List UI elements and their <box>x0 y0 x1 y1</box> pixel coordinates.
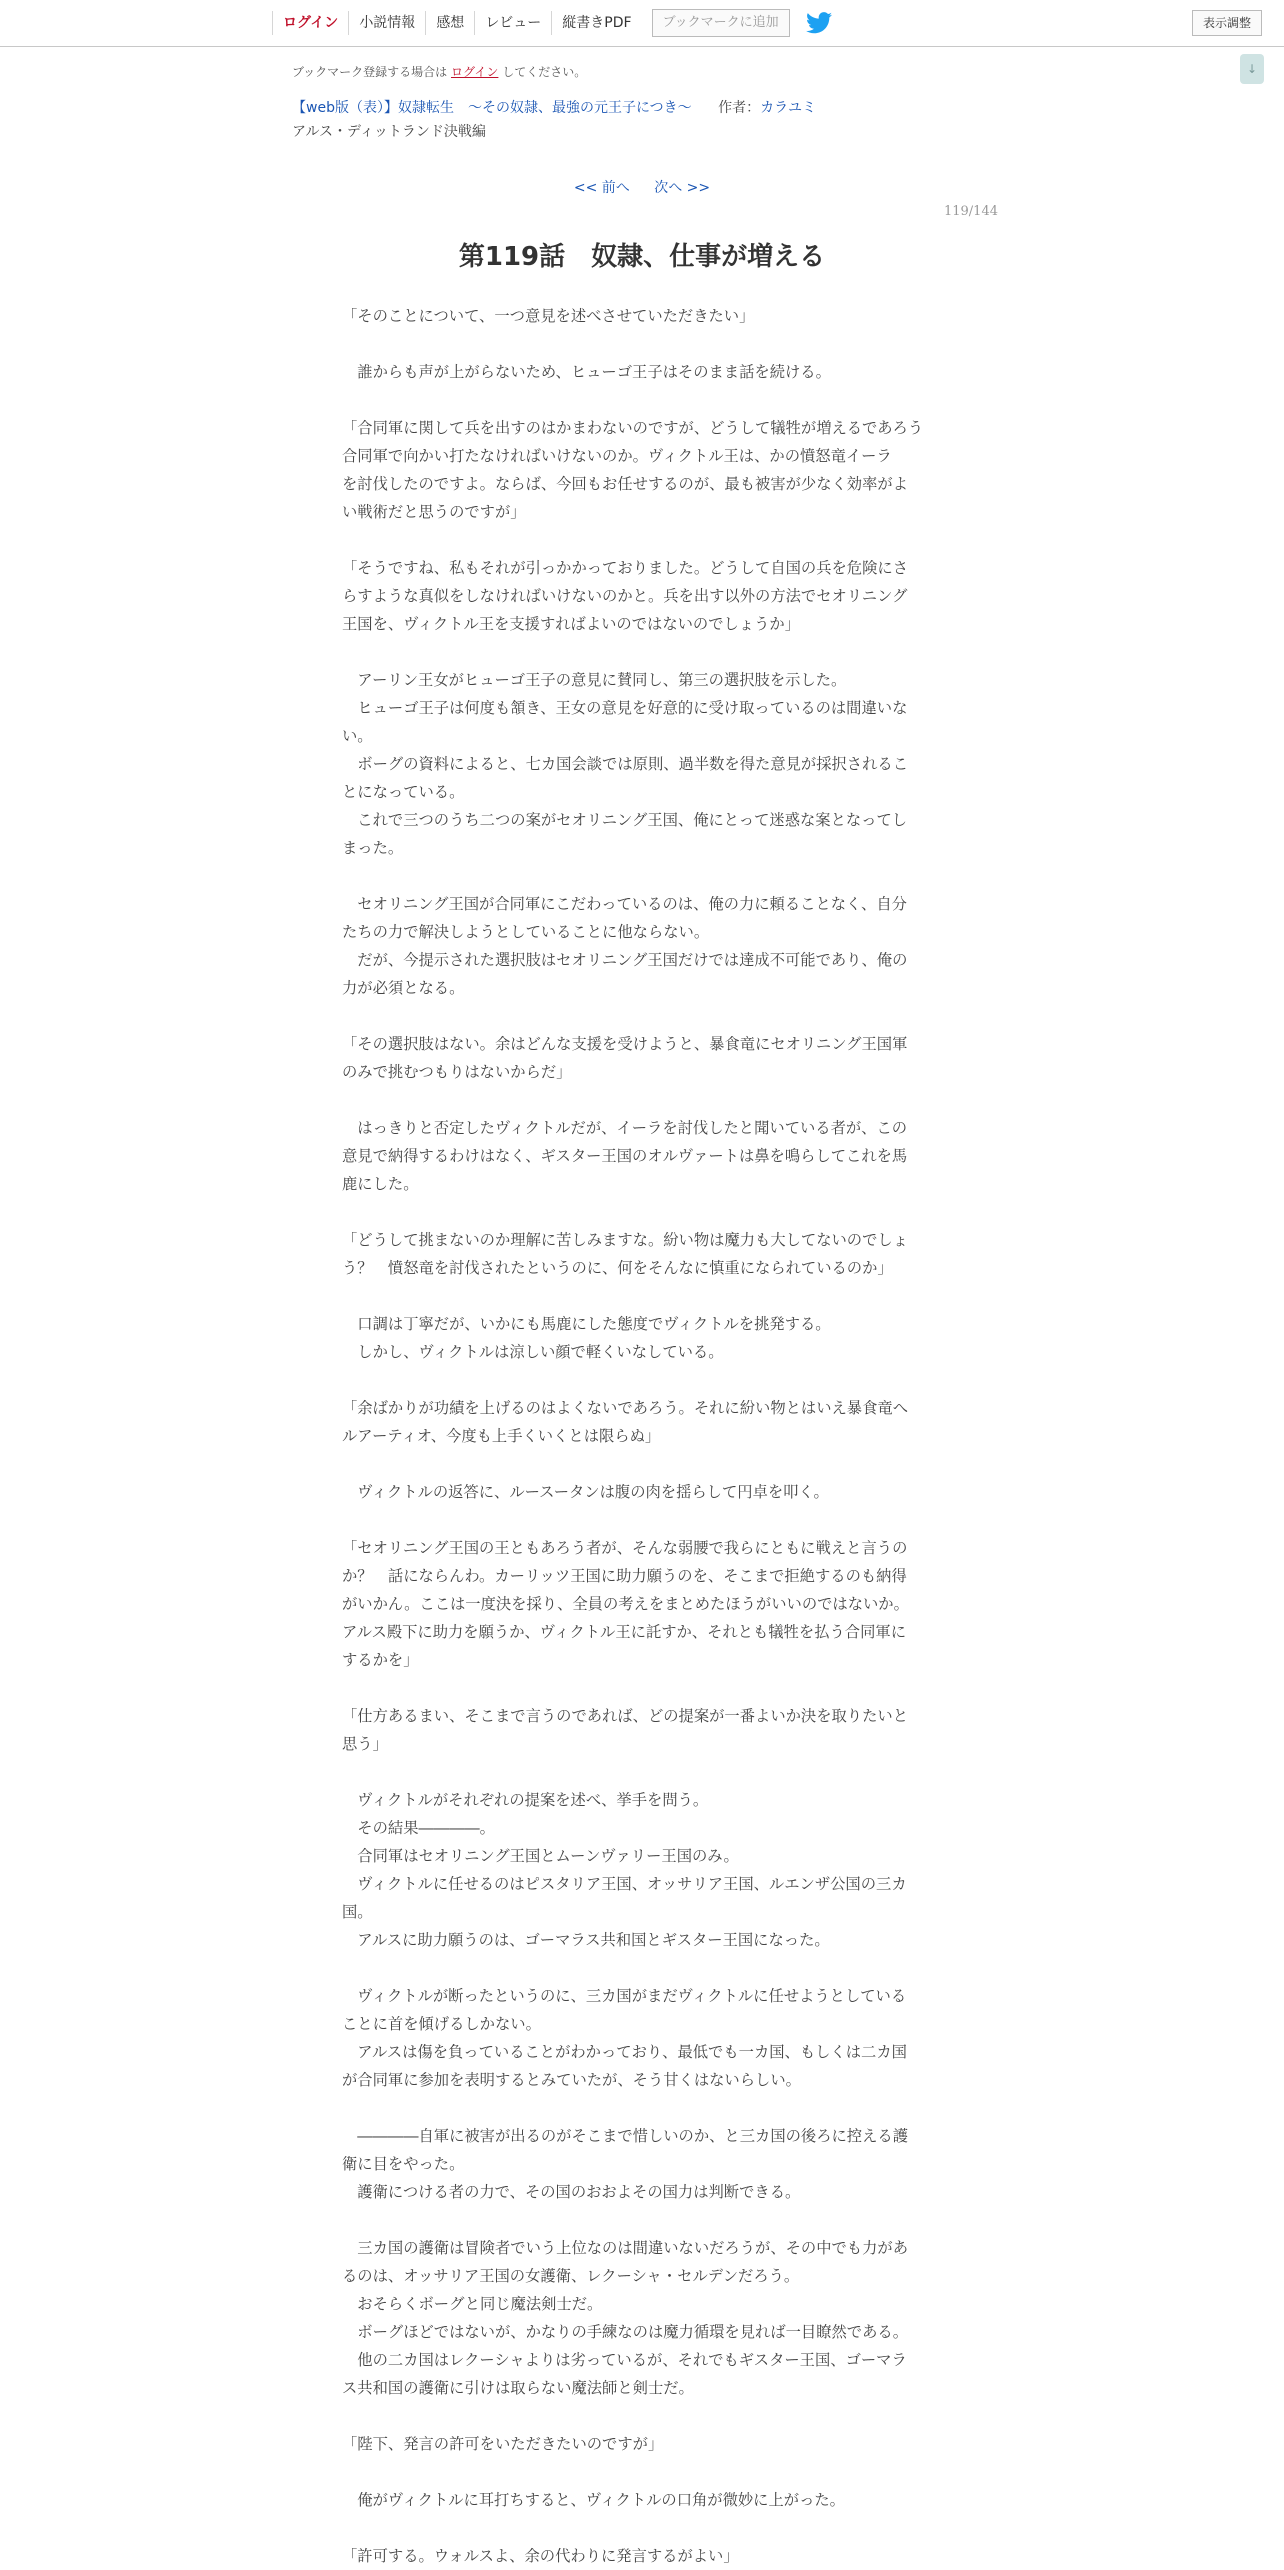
novel-line: のみで挑むつもりはないからだ」 <box>342 1063 572 1081</box>
novel-line: 合同軍はセオリニング王国とムーンヴァリー王国のみ。 <box>342 1847 739 1865</box>
novel-line: とになっている。 <box>342 783 465 801</box>
nav-novel-info[interactable]: 小説情報 <box>348 11 425 35</box>
novel-line: ヴィクトルの返答に、ルースータンは腹の肉を揺らして円卓を叩く。 <box>342 1483 829 1501</box>
novel-line: 「合同軍に関して兵を出すのはかまわないのですが、どうして犠牲が増えるであろう <box>342 419 924 437</box>
novel-line: 「セオリニング王国の王ともあろう者が、そんな弱腰で我らにともに戦えと言うの <box>342 1539 908 1557</box>
novel-line: しかし、ヴィクトルは涼しい顔で軽くいなしている。 <box>342 1343 724 1361</box>
novel-line: がいかん。ここは一度決を採り、全員の考えをまとめたほうがいいのではないか。 <box>342 1595 909 1613</box>
chapter-title: 第119話 奴隷、仕事が増える <box>458 242 826 272</box>
novel-line <box>342 1002 936 1030</box>
novel-line: 口調は丁寧だが、いかにも馬鹿にした態度でヴィクトルを挑発する。 <box>342 1315 831 1333</box>
main-nav <box>272 0 832 46</box>
novel-line <box>342 1954 936 1982</box>
novel-line: 鹿にした。 <box>342 1175 419 1193</box>
novel-line: ボーグの資料によると、七カ国会談では原則、過半数を得た意見が採択されるこ <box>342 755 908 773</box>
novel-line: まった。 <box>342 839 404 857</box>
novel-line: だが、今提示された選択肢はセオリニング王国だけでは達成不可能であり、俺の <box>342 951 908 969</box>
novel-line <box>342 638 936 666</box>
novel-line: 護衛につける者の力で、その国のおおよその国力は判断できる。 <box>342 2183 801 2201</box>
novel-line: 国。 <box>342 1903 373 1921</box>
novel-line: 俺がヴィクトルに耳打ちすると、ヴィクトルの口角が微妙に上がった。 <box>342 2491 845 2509</box>
novel-line: その結果――――。 <box>342 1819 495 1837</box>
novel-line: い。 <box>342 727 373 745</box>
novel-line <box>342 1086 936 1114</box>
bookmark-login-notice <box>292 63 586 80</box>
novel-line: するかを」 <box>342 1651 419 1669</box>
novel-line: 力が必須となる。 <box>342 979 465 997</box>
twitter-bird-icon[interactable] <box>806 12 832 34</box>
notice-suffix: してください。 <box>502 65 587 79</box>
novel-line: 「陛下、発言の許可をいただきたいのですが」 <box>342 2435 664 2453</box>
novel-line <box>342 2206 936 2234</box>
nav-vertical-pdf[interactable]: 縦書きPDF <box>551 11 641 35</box>
novel-line <box>342 1366 936 1394</box>
novel-line: う？ 憤怒竜を討伐されたというのに、何をそんなに慎重になられているのか」 <box>342 1259 893 1277</box>
novel-line: 「そのことについて、一つ意見を述べさせていただきたい」 <box>342 307 755 325</box>
novel-line: が合同軍に参加を表明するとみていたが、そう甘くはないらしい。 <box>342 2071 801 2089</box>
novel-line: 「余ばかりが功績を上げるのはよくないであろう。それに紛い物とはいえ暴食竜へ <box>342 1399 908 1417</box>
chapter-count: 119/144 <box>943 204 998 219</box>
nav-impressions[interactable]: 感想 <box>425 11 474 35</box>
novel-line: はっきりと否定したヴィクトルだが、イーラを討伐したと聞いている者が、この <box>342 1119 908 1137</box>
add-bookmark-button[interactable]: ブックマークに追加 <box>652 9 790 37</box>
novel-line: 「仕方あるまい、そこまで言うのであれば、どの提案が一番よいか決を取りたいと <box>342 1707 908 1725</box>
novel-line: るのは、オッサリア王国の女護衛、レクーシャ・セルデンだろう。 <box>342 2267 800 2285</box>
novel-line: ことに首を傾げるしかない。 <box>342 2015 541 2033</box>
novel-line <box>342 2514 936 2542</box>
top-navigation-bar <box>0 0 1284 47</box>
novel-line: ――――自軍に被害が出るのがそこまで惜しいのか、と三カ国の後ろに控える護 <box>342 2127 908 2145</box>
novel-line: 「そうですね、私もそれが引っかかっておりました。どうして自国の兵を危険にさ <box>342 559 908 577</box>
novel-line <box>342 1282 936 1310</box>
nav-review[interactable]: レビュー <box>474 11 551 35</box>
novel-line: い戦術だと思うのですが」 <box>342 503 526 521</box>
notice-prefix: ブックマーク登録する場合は <box>292 65 448 79</box>
novel-line <box>342 1506 936 1534</box>
novel-line <box>342 1758 936 1786</box>
display-settings-button[interactable]: 表示調整 <box>1192 10 1262 36</box>
novel-line: これで三つのうち二つの案がセオリニング王国、俺にとって迷惑な案となってし <box>342 811 908 829</box>
novel-line: アーリン王女がヒューゴ王子の意見に賛同し、第三の選択肢を示した。 <box>342 671 847 689</box>
novel-line: 意見で納得するわけはなく、ギスター王国のオルヴァートは鼻を鳴らしてこれを馬 <box>342 1147 908 1165</box>
novel-line: アルスは傷を負っていることがわかっており、最低でも一カ国、もしくは二カ国 <box>342 2043 907 2061</box>
novel-line: アルスに助力願うのは、ゴーマラス共和国とギスター王国になった。 <box>342 1931 830 1949</box>
novel-line <box>342 1674 936 1702</box>
novel-line: セオリニング王国が合同軍にこだわっているのは、俺の力に頼ることなく、自分 <box>342 895 907 913</box>
novel-line <box>342 2402 936 2430</box>
chapter-pager <box>0 177 1284 197</box>
novel-line: たちの力で解決しようとしていることに他ならない。 <box>342 923 710 941</box>
scroll-down-button[interactable]: ↓ <box>1240 54 1264 84</box>
novel-line: 「その選択肢はない。余はどんな支援を受けようと、暴食竜にセオリニング王国軍 <box>342 1035 908 1053</box>
novel-line: を討伐したのですよ。ならば、今回もお任せするのが、最も被害が少なく効率がよ <box>342 475 908 493</box>
novel-line <box>342 1198 936 1226</box>
series-title-link[interactable]: 【web版（表）】奴隷転生 ～その奴隷、最強の元王子につき～ <box>292 100 692 116</box>
novel-line <box>342 2094 936 2122</box>
novel-line: 他の二カ国はレクーシャよりは劣っているが、それでもギスター王国、ゴーマラ <box>342 2351 907 2369</box>
novel-line: ス共和国の護衛に引けは取らない魔法師と剣士だ。 <box>342 2379 694 2397</box>
novel-line: おそらくボーグと同じ魔法剣士だ。 <box>342 2295 603 2313</box>
novel-line: らすような真似をしなければいけないのかと。兵を出す以外の方法でセオリニング <box>342 587 908 605</box>
novel-line <box>342 330 936 358</box>
novel-line <box>342 526 936 554</box>
novel-line: 思う」 <box>342 1735 388 1753</box>
novel-line: ヴィクトルに任せるのはピスタリア王国、オッサリア王国、ルエンザ公国の三カ <box>342 1875 907 1893</box>
novel-line: ヴィクトルがそれぞれの提案を述べ、挙手を問う。 <box>342 1791 709 1809</box>
novel-line <box>342 386 936 414</box>
novel-line <box>342 1450 936 1478</box>
novel-line: アルス殿下に助力を願うか、ヴィクトル王に託すか、それとも犠牲を払う合同軍に <box>342 1623 906 1641</box>
next-chapter-link[interactable]: 次へ >> <box>654 180 711 196</box>
novel-line: 「どうして挑まないのか理解に苦しみますな。紛い物は魔力も大してないのでしょ <box>342 1231 908 1249</box>
novel-line: 三カ国の護衛は冒険者でいう上位なのは間違いないだろうが、その中でも力があ <box>342 2239 908 2257</box>
novel-line: 誰からも声が上がらないため、ヒューゴ王子はそのまま話を続ける。 <box>342 363 831 381</box>
novel-line: 衛に目をやった。 <box>342 2155 465 2173</box>
author-label: 作者： <box>718 100 761 116</box>
novel-line <box>342 862 936 890</box>
novel-line: ヴィクトルが断ったというのに、三カ国がまだヴィクトルに任せようとしている <box>342 1987 907 2005</box>
novel-line: ヒューゴ王子は何度も頷き、王女の意見を好意的に受け取っているのは間違いな <box>342 699 908 717</box>
arc-title: アルス・ディットランド決戦編 <box>292 124 486 140</box>
notice-login-link[interactable]: ログイン <box>451 65 499 79</box>
novel-line <box>342 2458 936 2486</box>
series-header <box>292 97 816 117</box>
nav-login[interactable]: ログイン <box>272 11 348 35</box>
novel-line: 合同軍で向かい打たなければいけないのか。ヴィクトル王は、かの憤怒竜イーラ <box>342 447 892 465</box>
novel-line: ボーグほどではないが、かなりの手練なのは魔力循環を見れば一目瞭然である。 <box>342 2323 908 2341</box>
novel-line: ルアーティオ、今度も上手くいくとは限らぬ」 <box>342 1427 661 1445</box>
prev-chapter-link[interactable]: << 前へ <box>573 180 630 196</box>
author-link[interactable]: カラユミ <box>760 100 817 116</box>
novel-line: か？ 話にならんわ。カーリッツ王国に助力願うのを、そこまで拒絶するのも納得 <box>342 1567 907 1585</box>
novel-body <box>342 302 936 2570</box>
novel-line: 「許可する。ウォルスよ、余の代わりに発言するがよい」 <box>342 2547 739 2565</box>
novel-line: 王国を、ヴィクトル王を支援すればよいのではないのでしょうか」 <box>342 615 800 633</box>
